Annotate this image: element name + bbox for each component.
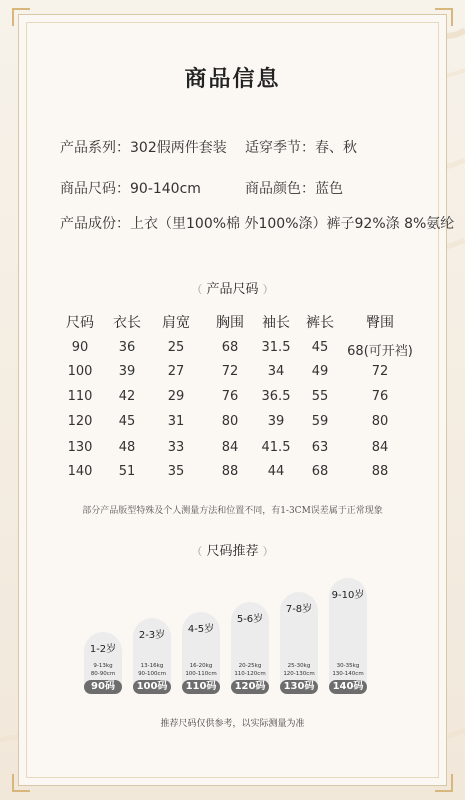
table-cell: 88 (371, 464, 389, 479)
header-cell: 裤长 (306, 315, 334, 331)
header-cell: 胸围 (216, 315, 244, 331)
table-row (60, 414, 420, 436)
header-cell: 袖长 (262, 315, 290, 331)
recommend-height: 110-120cm (234, 671, 266, 677)
table-cell: 68 (311, 464, 329, 479)
table-cell: 80 (221, 414, 239, 429)
recommend-age: 9-10岁 (331, 590, 365, 601)
table-cell: 90 (71, 340, 89, 355)
recommend-pill-140 (329, 578, 367, 694)
recommend-height: 120-130cm (283, 671, 315, 677)
table-cell: 55 (311, 389, 329, 404)
recommend-pill-130 (280, 592, 318, 694)
table-cell: 84 (221, 440, 239, 455)
table-cell: 29 (167, 389, 185, 404)
table-cell: 44 (267, 464, 285, 479)
color-label: 商品颜色： (245, 181, 315, 197)
header-cell: 臀围 (366, 315, 394, 331)
recommend-weight: 20-25kg (238, 663, 262, 669)
table-cell: 34 (267, 364, 285, 379)
series-row (60, 137, 227, 157)
table-cell: 48 (118, 440, 136, 455)
recommend-height: 130-140cm (332, 671, 364, 677)
table-cell: 41.5 (261, 440, 291, 455)
recommend-weight: 25-30kg (287, 663, 311, 669)
table-cell: 63 (311, 440, 329, 455)
season-label: 适穿季节： (245, 140, 315, 156)
table-cell: 100 (67, 364, 93, 379)
recommend-age: 4-5岁 (187, 624, 215, 635)
size-range-label: 商品尺码： (60, 181, 130, 197)
material-row (60, 213, 454, 233)
table-cell: 27 (167, 364, 185, 379)
recommend-weight: 9-13kg (93, 663, 113, 669)
table-cell: 140 (67, 464, 93, 479)
table-cell: 31.5 (261, 340, 291, 355)
recommend-weight: 13-16kg (140, 663, 164, 669)
table-cell: 110 (67, 389, 93, 404)
table-cell: 25 (167, 340, 185, 355)
frame-corner-top-left (12, 8, 30, 26)
color-value: 蓝色 (315, 181, 343, 197)
recommend-pill-90 (84, 632, 122, 694)
header-cell: 衣长 (113, 315, 141, 331)
recommend-weight: 30-35kg (336, 663, 360, 669)
recommend-size-tag: 130码 (280, 680, 318, 694)
table-cell: 84 (371, 440, 389, 455)
recommend-pill-120 (231, 602, 269, 694)
material-value: 上衣（里100%棉 外100%涤）裤子92%涤 8%氨纶 (130, 216, 455, 232)
table-cell: 33 (167, 440, 185, 455)
table-cell: 36.5 (261, 389, 291, 404)
season-value: 春、秋 (315, 140, 357, 156)
recommend-size-tag: 120码 (231, 680, 269, 694)
size-range-row (60, 178, 201, 198)
recommend-size-tag: 110码 (182, 680, 220, 694)
recommend-section-title: （ 尺码推荐 ） (191, 544, 274, 559)
size-section-title: （ 产品尺码 ） (191, 282, 274, 297)
series-label: 产品系列： (60, 140, 130, 156)
recommend-height: 90-100cm (138, 671, 166, 677)
table-row (60, 364, 420, 386)
table-row (60, 464, 420, 486)
table-cell: 72 (371, 364, 389, 379)
recommend-size-tag: 90码 (84, 680, 122, 694)
size-table-header (60, 312, 420, 334)
table-cell: 39 (118, 364, 136, 379)
table-cell: 68 (221, 340, 239, 355)
table-cell: 59 (311, 414, 329, 429)
table-cell: 120 (67, 414, 93, 429)
table-cell: 72 (221, 364, 239, 379)
recommend-pill-110 (182, 612, 220, 694)
recommend-age: 7-8岁 (285, 604, 313, 615)
table-cell: 42 (118, 389, 136, 404)
table-cell: 76 (371, 389, 389, 404)
recommend-age: 5-6岁 (236, 614, 264, 625)
recommend-age: 2-3岁 (138, 630, 166, 641)
frame-corner-bottom-right (435, 774, 453, 792)
table-cell: 68(可开裆) (347, 344, 413, 359)
table-cell: 80 (371, 414, 389, 429)
series-value: 302假两件套装 (130, 140, 227, 156)
season-row (245, 137, 357, 157)
recommend-height: 80-90cm (90, 671, 116, 677)
color-row (245, 178, 343, 198)
frame-corner-top-right (435, 8, 453, 26)
recommend-age: 1-2岁 (89, 644, 117, 655)
header-cell: 尺码 (66, 315, 94, 331)
size-section-title-text: 产品尺码 (206, 282, 259, 297)
table-row (60, 340, 420, 362)
table-row (60, 389, 420, 411)
table-cell: 49 (311, 364, 329, 379)
recommend-size-tag: 140码 (329, 680, 367, 694)
frame-corner-bottom-left (12, 774, 30, 792)
table-cell: 88 (221, 464, 239, 479)
recommend-section-title-text: 尺码推荐 (206, 544, 259, 559)
bottom-note: 推荐尺码仅供参考，以实际测量为准 (160, 719, 305, 729)
header-cell: 肩宽 (162, 315, 190, 331)
table-cell: 45 (118, 414, 136, 429)
recommend-weight: 16-20kg (189, 663, 213, 669)
page-title: 商品信息 (184, 67, 281, 92)
table-row (60, 440, 420, 462)
table-note: 部分产品版型特殊及个人测量方法和位置不同，有1-3CM误差属于正常现象 (82, 506, 383, 516)
table-cell: 76 (221, 389, 239, 404)
recommend-height: 100-110cm (185, 671, 217, 677)
table-cell: 31 (167, 414, 185, 429)
table-cell: 36 (118, 340, 136, 355)
table-cell: 130 (67, 440, 93, 455)
size-range-value: 90-140cm (130, 181, 201, 197)
recommend-size-tag: 100码 (133, 680, 171, 694)
table-cell: 45 (311, 340, 329, 355)
recommend-pill-100 (133, 618, 171, 694)
table-cell: 51 (118, 464, 136, 479)
table-cell: 39 (267, 414, 285, 429)
material-label: 产品成份： (60, 216, 130, 232)
table-cell: 35 (167, 464, 185, 479)
